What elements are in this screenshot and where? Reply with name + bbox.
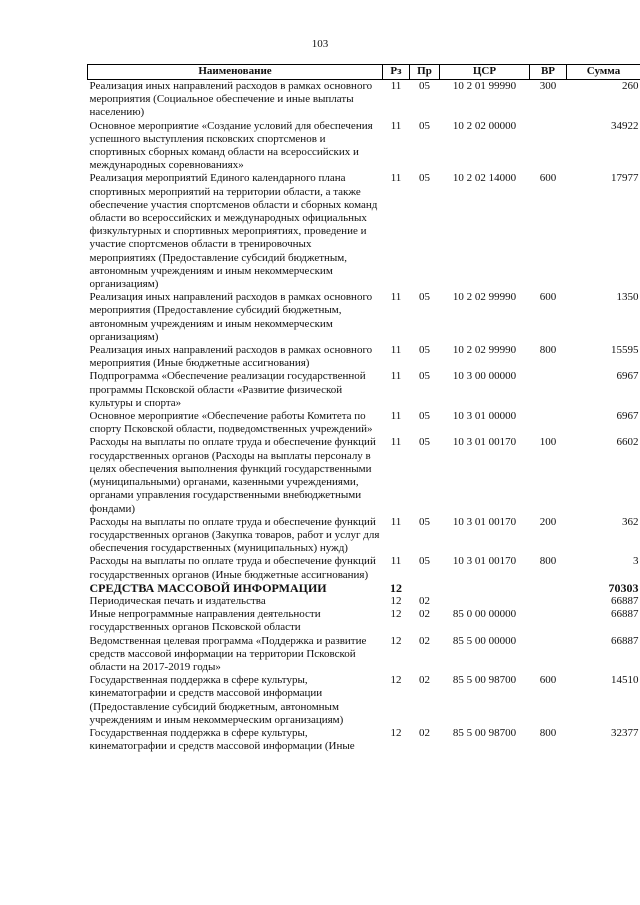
cell-vr <box>530 635 567 675</box>
cell-sum: 66887 <box>611 594 639 607</box>
header-vr: ВР <box>530 65 567 80</box>
cell-rz: 12 <box>390 594 402 607</box>
cell-pr: 05 <box>419 515 430 528</box>
cell-csr: 10 3 01 00170 <box>452 555 517 568</box>
cell-csr: 85 5 00 98700 <box>452 726 517 739</box>
cell-name: Расходы на выплаты по оплате труда и обеспечение функций государственных органов (Расходы на выплаты персоналу в целях обеспечения выполнения функций государственными (муниципальными) органами, казенными учреждениями, органами управления государственными внебюджетными фондами) <box>89 436 376 515</box>
cell-vr: 800 <box>539 555 557 568</box>
cell-sum: 66887 <box>611 608 639 621</box>
cell-rz: 11 <box>390 291 402 304</box>
table-row <box>88 635 640 675</box>
cell-csr: 85 0 00 00000 <box>452 608 517 621</box>
cell-pr: 05 <box>419 291 430 304</box>
cell-rz: 11 <box>390 344 402 357</box>
cell-pr: 05 <box>419 119 430 132</box>
cell-rz: 11 <box>390 436 402 449</box>
cell-rz: 12 <box>390 634 402 647</box>
cell-rz: 12 <box>390 580 402 595</box>
table-row <box>88 291 640 344</box>
cell-name: Подпрограмма «Обеспечение реализации государственной программы Псковской области «Развитие физической культуры и спорта» <box>89 370 366 409</box>
cell-sum: 1350 <box>616 291 639 304</box>
cell-name: Государственная поддержка в сфере культуры, кинематографии и средств массовой информации (Предоставление субсидий бюджетным, автономным учреждениям и иным некоммерческим организациям) <box>89 674 344 726</box>
cell-rz: 11 <box>390 555 402 568</box>
cell-vr: 800 <box>539 344 557 357</box>
cell-name: Расходы на выплаты по оплате труда и обеспечение функций государственных органов (Иные бюджетные ассигнования) <box>89 555 376 581</box>
cell-vr <box>530 595 567 608</box>
cell-vr: 300 <box>539 80 557 92</box>
cell-csr: 10 3 01 00170 <box>452 436 517 449</box>
table-row <box>88 727 640 753</box>
cell-rz: 11 <box>390 410 402 423</box>
cell-pr: 05 <box>419 172 430 185</box>
header-name: Наименование <box>88 65 383 80</box>
cell-sum: 6967 <box>616 370 639 383</box>
cell-csr: 10 2 02 14000 <box>452 172 517 185</box>
cell-name: Государственная поддержка в сфере культуры, кинематографии и средств массовой информации (Иные <box>89 726 355 753</box>
cell-sum: 14510 <box>611 674 639 687</box>
cell-name: Расходы на выплаты по оплате труда и обеспечение функций государственных органов (Закупка товаров, работ и услуг для обеспечения государственных (муниципальных) нужд) <box>89 515 380 555</box>
header-pr: Пр <box>410 65 440 80</box>
header-rz: Рз <box>383 65 410 80</box>
cell-name: Реализация иных направлений расходов в рамках основного мероприятия (Предоставление субсидий бюджетным, автономным учреждениям и иным некоммерческим организациям) <box>89 291 373 343</box>
table-row <box>88 436 640 515</box>
cell-pr: 05 <box>419 344 430 357</box>
table-row <box>88 344 640 370</box>
cell-pr: 02 <box>419 634 430 647</box>
cell-rz: 12 <box>390 674 402 687</box>
table-header-row <box>88 65 640 80</box>
cell-sum: 70303 <box>608 580 639 595</box>
cell-name: Основное мероприятие «Создание условий для обеспечения успешного выступления псковских спортсменов и спортивных сборных команд области на всероссийских и международных соревнованиях» <box>89 119 373 172</box>
cell-csr: 10 2 02 99990 <box>452 344 517 357</box>
table-row <box>88 555 640 581</box>
cell-csr: 85 5 00 00000 <box>452 634 517 647</box>
cell-csr <box>440 595 530 608</box>
cell-rz: 11 <box>390 80 402 92</box>
cell-sum: 34922 <box>611 119 639 132</box>
cell-vr: 600 <box>539 291 557 304</box>
table-row <box>88 582 640 595</box>
cell-csr <box>440 582 530 595</box>
cell-sum: 32377 <box>611 726 639 739</box>
table-row <box>88 120 640 173</box>
cell-pr: 02 <box>419 608 430 621</box>
cell-vr: 800 <box>539 726 557 739</box>
table-row <box>88 80 640 120</box>
cell-sum: 6602 <box>616 436 639 449</box>
cell-vr <box>530 582 567 595</box>
cell-pr <box>410 582 440 595</box>
cell-pr: 02 <box>419 674 430 687</box>
cell-sum: 362 <box>622 515 639 528</box>
cell-rz: 11 <box>390 370 402 383</box>
cell-rz: 12 <box>390 726 402 739</box>
cell-name: Реализация мероприятий Единого календарного плана спортивных мероприятий на территории области, а также обеспечение участия спортсменов области и сборных команд области во всероссийских и международных официальных физкультурных и спортивных мероприятиях, проведение и участие спортсменов области в тренировочных мероприятиях (Предоставление субсидий бюджетным, автономным учреждениям и иным некоммерческим организациям) <box>89 172 378 291</box>
cell-name: Реализация иных направлений расходов в рамках основного мероприятия (Социальное обеспечение и иные выплаты населению) <box>89 80 373 119</box>
cell-csr: 10 2 02 99990 <box>452 291 517 304</box>
cell-csr: 10 3 01 00170 <box>452 515 517 528</box>
cell-vr: 100 <box>539 436 557 449</box>
page-number: 103 <box>311 38 329 50</box>
header-csr: ЦСР <box>440 65 530 80</box>
cell-sum: 66887 <box>611 634 639 647</box>
cell-rz: 11 <box>390 172 402 185</box>
cell-pr: 05 <box>419 370 430 383</box>
header-sum: Сумма <box>567 65 640 80</box>
cell-csr: 85 5 00 98700 <box>452 674 517 687</box>
budget-table <box>87 64 640 753</box>
cell-vr: 600 <box>539 172 557 185</box>
table-row <box>88 595 640 608</box>
cell-pr: 05 <box>419 410 430 423</box>
cell-vr <box>530 608 567 634</box>
cell-rz: 11 <box>390 515 402 528</box>
cell-name: Реализация иных направлений расходов в рамках основного мероприятия (Иные бюджетные ассигнования) <box>89 344 373 370</box>
cell-pr: 05 <box>419 80 430 92</box>
cell-sum: 3 <box>633 555 639 568</box>
cell-pr: 02 <box>419 594 430 607</box>
cell-name: СРЕДСТВА МАССОВОЙ ИНФОРМАЦИИ <box>89 580 327 595</box>
table-row <box>88 172 640 291</box>
cell-vr <box>530 120 567 173</box>
cell-sum: 15595 <box>611 344 639 357</box>
cell-pr: 02 <box>419 726 430 739</box>
cell-sum: 6967 <box>616 410 639 423</box>
cell-sum: 17977 <box>611 172 639 185</box>
cell-name: Основное мероприятие «Обеспечение работы Комитета по спорту Псковской области, подведомственных учреждений» <box>89 410 373 436</box>
table-row <box>88 516 640 556</box>
table-row <box>88 608 640 634</box>
cell-name: Иные непрограммные направления деятельности государственных органов Псковской области <box>89 608 321 634</box>
cell-csr: 10 2 02 00000 <box>452 119 517 132</box>
cell-vr: 600 <box>539 674 557 687</box>
cell-vr <box>530 410 567 436</box>
cell-vr: 200 <box>539 515 557 528</box>
table-body <box>88 80 640 754</box>
table-row <box>88 410 640 436</box>
cell-csr: 10 3 00 00000 <box>452 370 517 383</box>
cell-name: Ведомственная целевая программа «Поддержка и развитие средств массовой информации на территории Псковской области на 2017-2019 годы» <box>89 634 367 673</box>
cell-sum: 260 <box>622 80 639 92</box>
cell-rz: 12 <box>390 608 402 621</box>
cell-pr: 05 <box>419 436 430 449</box>
cell-pr: 05 <box>419 555 430 568</box>
table-row <box>88 370 640 410</box>
cell-csr: 10 3 01 00000 <box>452 410 517 423</box>
cell-csr: 10 2 01 99990 <box>452 80 517 92</box>
cell-name: Периодическая печать и издательства <box>89 594 266 607</box>
cell-rz: 11 <box>390 119 402 132</box>
table-row <box>88 674 640 727</box>
cell-vr <box>530 370 567 410</box>
